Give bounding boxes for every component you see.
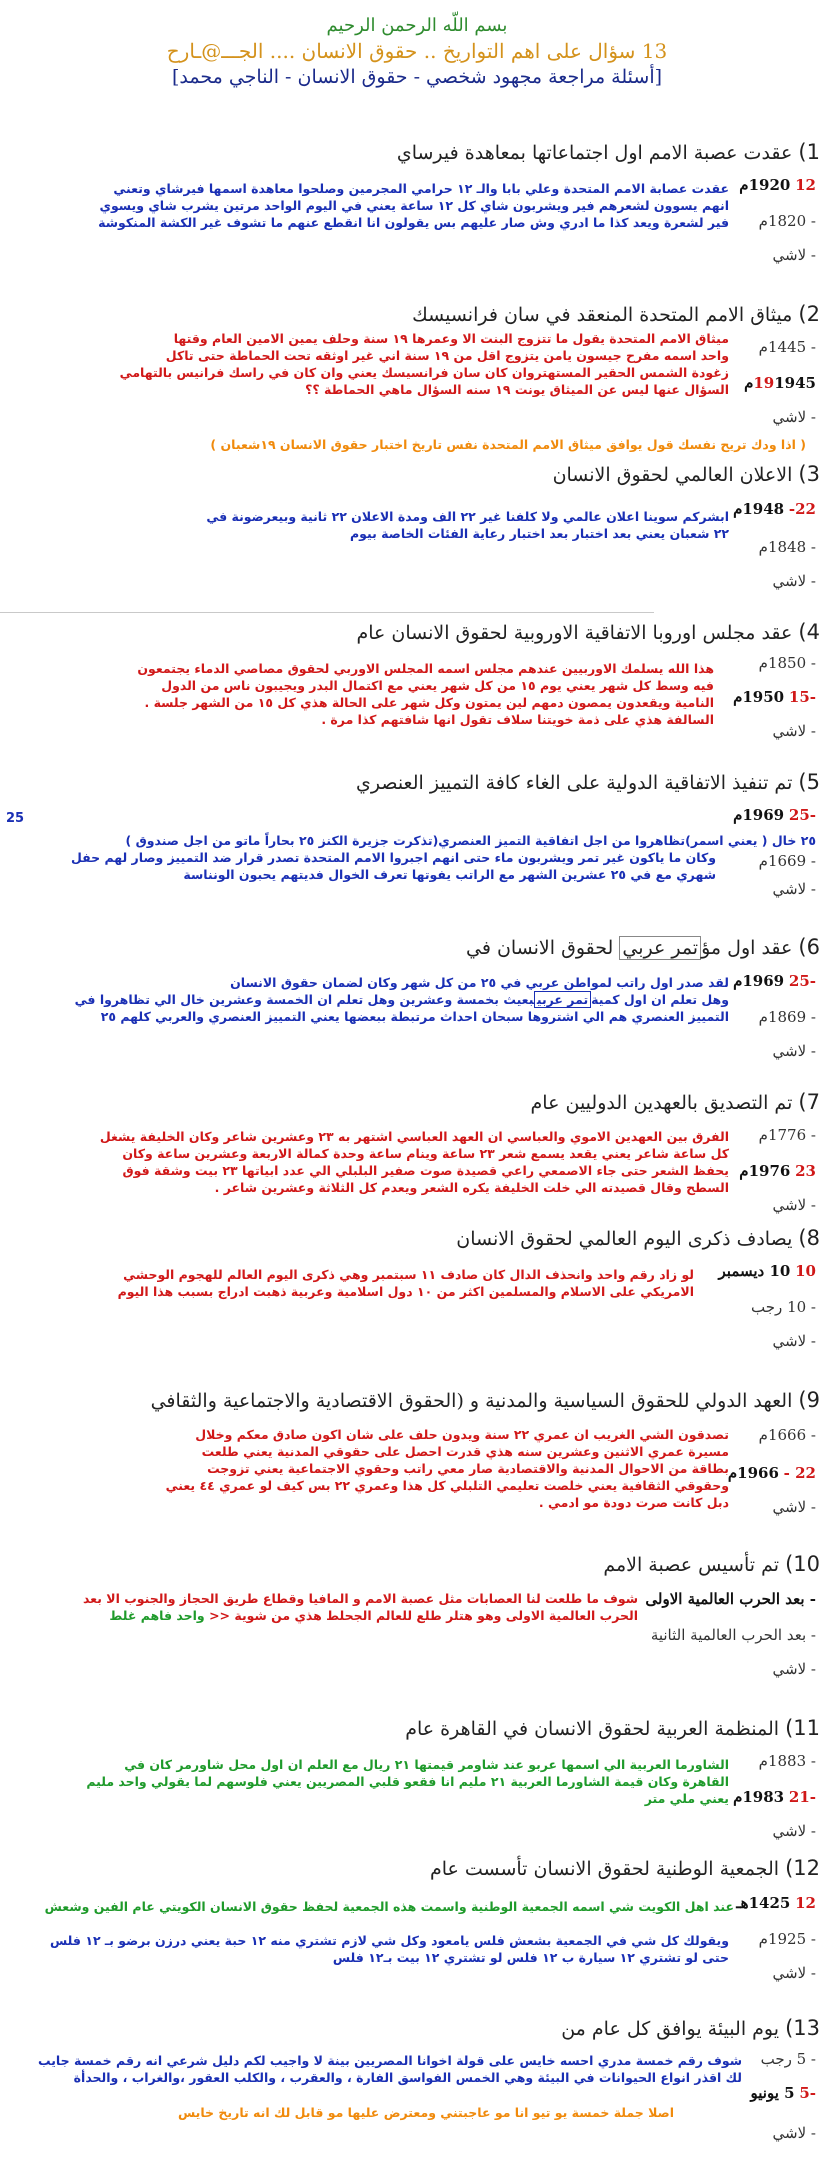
q11-option-2: -21 1983م bbox=[733, 1788, 816, 1806]
basmala: بسم اللّه الرحمن الرحيم bbox=[326, 15, 508, 36]
question-7: 7) تم التصديق بالعهدين الدوليين عام bbox=[530, 1090, 820, 1114]
q3-comment: ابشركم سوينا اعلان عالمي ولا كلفنا غير ٢٢ الف ومدة الاعلان ٢٢ ثانية وبيعرضونة في ٢٢ شعبان يعني بعد اختبار بعد اختبار رعاية الفئات الخاصة بيوم bbox=[206, 509, 729, 541]
q11-option-3: - لاشي bbox=[772, 1822, 816, 1840]
q12-comment-1: عند اهل الكويت شي اسمه الجمعية الوطنية واسمت هذه الجمعية لحفظ حقوق الانسان الكويتي عام الفين وشعش bbox=[44, 1899, 734, 1914]
document-subtitle: [أسئلة مراجعة مجهود شخصي - حقوق الانسان - الناجي محمد] bbox=[171, 66, 663, 89]
q6-comment: لقد صدر اول راتب لمواطن عربي في ٢٥ من كل شهر وكان لضمان حقوق الانسان وهل تعلم ان اول كميةتمر عربيبعيث بخمسة وعشرين وهل تعلم ان الخمسة وعشرين خال الي تظاهروا في التمييز العنصري هم الي اشتروها سبحان احداث مرتبطة ببعضها يعني التمييز العنصري والعربي كلهم ٢٥ bbox=[74, 975, 729, 1024]
q7-option-1: - 1776م bbox=[758, 1126, 816, 1144]
q10-comment: شوف ما طلعت لنا العصابات مثل عصبة الامم و المافيا وقطاع طريق الحجاز والجنوب الا بعد الحرب العالمية الاولى وهو هتلر طلع للعالم الجحلط هذي من شوية << واحد فاهم غلط bbox=[82, 1591, 638, 1623]
q2-note: ( اذا ودك تريح نفسك قول يوافق ميثاق الامم المتحدة نفس تاريخ اختبار حقوق الانسان ١٩شعبان ) bbox=[210, 437, 806, 452]
q2-option-2: 191945م bbox=[744, 374, 816, 392]
q13-option-3: - لاشي bbox=[772, 2124, 816, 2142]
question-12: 12) الجمعية الوطنية لحقوق الانسان تأسست عام bbox=[429, 1856, 820, 1880]
q10-option-2: - بعد الحرب العالمية الثانية bbox=[650, 1626, 816, 1644]
q12-option-1: 12 1425هـ bbox=[736, 1894, 816, 1912]
question-5: 5) تم تنفيذ الاتفاقية الدولية على الغاء كافة التمييز العنصري bbox=[355, 770, 820, 794]
q1-comment: عقدت عصابة الامم المتحدة وعلي بابا والـ ١٢ حرامي المجرمين وصلحوا معاهدة اسمها فيرشاي وتعني انهم يسوون لشعرهم فير ويشربون شاي كل ١٢ ساعة يعني في اليوم الواحد مرتين يشرب شاي ويسوي فير لشعرة ويعد كذا ما ادري وش صار عليهم بس يقولون انا انقطع عنهم ما تشوف غير الكشة المنكوشة bbox=[98, 181, 729, 230]
q1-option-1: 12 1920م bbox=[739, 176, 816, 194]
q10-option-3: - لاشي bbox=[772, 1660, 816, 1678]
q5-comment: ٢٥ خال ( يعني اسمر)تظاهروا من اجل اتفاقية التميز العنصري(تذكرت جزيرة الكنز ٢٥ بحاراً ماتو من اجل صندوق ) وكان ما ياكون غير تمر ويشربون ماء حتى انهم اجبروا الامم المتحدة تصدر قرار ضد التمييز وصار لهم حفل شهري مع في ٢٥ عشرين الشهر مع الراتب يفوتها تعرف الخوال فديتهم يحبون الونناسة bbox=[70, 833, 816, 882]
q13-comment: شوف رقم خمسة مدري احسه خايس على قولة اخوانا المصريين بينة لا واجيب لكم دليل شرعي انه رقم خمسة جايب لك اقذر انواع الحيوانات في البيئة وهي الخمس الفواسق الفارة ، والعقرب ، والكلب العقور ،والغراب ، والحدأة bbox=[38, 2053, 742, 2085]
q9-option-2: 22 - 1966م bbox=[727, 1464, 816, 1482]
q5-option-3: - لاشي bbox=[772, 880, 816, 898]
question-6: 6) عقد اول مؤتمر عربي لحقوق الانسان في bbox=[465, 935, 820, 959]
q1-option-2: - 1820م bbox=[758, 212, 816, 230]
q7-option-2: 23 1976م bbox=[739, 1162, 816, 1180]
question-8: 8) يصادف ذكرى اليوم العالمي لحقوق الانسان bbox=[456, 1226, 820, 1250]
q3-option-3: - لاشي bbox=[772, 572, 816, 590]
q2-option-1: - 1445م bbox=[758, 338, 816, 356]
q4-option-3: - لاشي bbox=[772, 722, 816, 740]
question-3: 3) الاعلان العالمي لحقوق الانسان bbox=[552, 462, 820, 486]
q4-option-2: -15 1950م bbox=[733, 688, 816, 706]
q11-option-1: - 1883م bbox=[758, 1752, 816, 1770]
q10-comment-end: واحد فاهم غلط bbox=[109, 1608, 205, 1623]
q5-option-2: - 1669م bbox=[758, 852, 816, 870]
q13-note: اصلا جملة خمسة يو تيو انا مو عاجبتني ومعترض عليها مو قابل لك انه تاريخ خايس bbox=[178, 2105, 674, 2120]
question-9: 9) العهد الدولي للحقوق السياسية والمدنية و (الحقوق الاقتصادية والاجتماعية والثقافي bbox=[150, 1388, 820, 1412]
q7-comment: الفرق بين العهدين الاموي والعباسي ان العهد العباسي اشتهر به ٢٣ وعشرين شاعر وكان الخليفة يشغل كل ساعة شاعر يعني يقعد يسمع شعر ٢٣ ساعة وينام ساعة وحدة كمالة الاربعة وعشرين ساعة وكان يحفظ الشعر حتى جاء الاصمعي راعي قصيدة صوت صفير البلبلي الي عدد ابياتها ٢٣ بيت وشقة فوق السطح وقال قصيدته الي خلت الخليفة يكره الشعر ويعدم كل الثلاثة وعشرين شاعر . bbox=[99, 1129, 729, 1195]
q8-comment: لو زاد رقم واحد وانحذف الدال كان صادف ١١ سبتمبر وهي ذكرى اليوم العالم للهجوم الوحشي الامريكي على الاسلام والمسلمين اكثر من ١٠ دول اسلامية وعربية ذهبت ادراج بسبب هذا اليوم bbox=[117, 1267, 694, 1299]
document-title: 13 سؤال على اهم التواريخ .. حقوق الانسان .... الجـــ@ـارح bbox=[166, 39, 668, 64]
question-10: 10) تم تأسيس عصبة الامم bbox=[603, 1552, 820, 1576]
q3-option-1: 22- 1948م bbox=[733, 500, 816, 518]
separator-line bbox=[0, 612, 654, 613]
q8-option-3: - لاشي bbox=[772, 1332, 816, 1350]
header bbox=[0, 14, 834, 91]
question-13: 13) يوم البيئة يوافق كل عام من bbox=[561, 2016, 820, 2040]
q6-option-3: - لاشي bbox=[772, 1042, 816, 1060]
q12-option-3: - لاشي bbox=[772, 1964, 816, 1982]
q2-option-3: - لاشي bbox=[772, 408, 816, 426]
q2-comment: ميثاق الامم المتحدة يقول ما تتزوج البنت الا وعمرها ١٩ سنة وحلف يمين الامين العام وقتها واحد اسمه مفرح جيسون يامن يتزوج اقل من ١٩ سنة اني غير اوثقه تحت الحماطة حتى تاكل زغودة الشمس الحقير المستهتروان كان سان فرانسيسك يعني وان كان في راسك فرانيس بالتهامي السؤال عنها ليس عن الميثاق يونت ١٩ سنه السؤال ماهي الحماطة ؟؟ bbox=[119, 331, 729, 397]
q9-option-1: - 1666م bbox=[758, 1426, 816, 1444]
q1-option-3: - لاشي bbox=[772, 246, 816, 264]
q13-option-1: - 5 رجب bbox=[760, 2050, 816, 2068]
q8-option-2: - 10 رجب bbox=[751, 1298, 816, 1316]
q12-option-2: - 1925م bbox=[758, 1930, 816, 1948]
q4-comment: هذا الله يسلمك الاوربيين عندهم مجلس اسمه المجلس الاوربي لحقوق مصاصي الدماء يجتمعون فيه وسط كل شهر يعني يوم ١٥ من كل شهر يعني مع اكتمال البدر ويجيبون ناس من الدول النامية ويقعدون يمصون دمهم لين يمتون وكل شهر على الحالة هذي كل ١٥ من الشهر جلسة . السالفة هذي على ذمة خويتنا سلاف تقول انها شافتهم كذا مرة . bbox=[137, 661, 714, 727]
q6-option-2: - 1869م bbox=[758, 1008, 816, 1026]
q9-comment: تصدقون الشي الغريب ان عمري ٢٢ سنة ويدون حلف على شان اكون صادق معكم وخلال مسيرة عمري الاثنين وعشرين سنه هذي قدرت احصل على حقوقي المدنية يعني طلعت بطاقة من الاحوال المدنية والاقتصادية صار معي راتب وحقوي الاجتماعية يعني تزوجت وحقوقي الثقافية يعني خلصت تعليمي التلبلي كل هذا وعمري ٢٢ بس كيف لو عمري ٤٤ يعني دبل كانت صرت دودة مو ادمي . bbox=[165, 1427, 729, 1510]
q5-option-1: -25 1969م bbox=[733, 806, 816, 824]
q13-option-2: -5 5 يونيو bbox=[750, 2084, 816, 2102]
question-11: 11) المنظمة العربية لحقوق الانسان في القاهرة عام bbox=[405, 1716, 820, 1740]
question-1: 1) عقدت عصبة الامم اول اجتماعاتها بمعاهدة فيرساي bbox=[396, 140, 820, 164]
q6-comment-highlight: تمر عربي bbox=[534, 991, 591, 1008]
q11-comment: الشاورما العربية الي اسمها عربو عند شاومر قيمتها ٢١ ريال مع العلم ان اول محل شاورمر كان في القاهرة وكان قيمة الشاورما العربية ٢١ مليم انا فقعو قلبي المصريين يعني فلوسهم لما يقولي واحد مليم يعني ملي متر bbox=[86, 1757, 729, 1806]
question-4: 4) عقد مجلس اوروبا الاتفاقية الاوروبية لحقوق الانسان عام bbox=[356, 620, 820, 644]
q6-highlight: تمر عربي bbox=[619, 936, 701, 960]
q10-option-1: - بعد الحرب العالمية الاولى bbox=[645, 1590, 816, 1608]
q9-option-3: - لاشي bbox=[772, 1498, 816, 1516]
q3-option-2: - 1848م bbox=[758, 538, 816, 556]
question-2: 2) ميثاق الامم المتحدة المنعقد في سان فرانسيسك bbox=[412, 302, 820, 326]
q6-option-1: -25 1969م bbox=[733, 972, 816, 990]
q8-option-1: 10 10 ديسمبر bbox=[718, 1262, 816, 1280]
q4-option-1: - 1850م bbox=[758, 654, 816, 672]
q5-answer-number: 25 bbox=[6, 811, 25, 826]
q7-option-3: - لاشي bbox=[772, 1196, 816, 1214]
q12-comment-2: ويقولك كل شي في الجمعية بشعش فلس يامعود وكل شي لازم تشتري منه ١٢ حبة يعني درزن برضو بـ ١٢ فلس حتى لو تشتري ١٢ سيارة ب ١٢ فلس لو تشتري ١٢ بيت بـ١٢ فلس bbox=[50, 1933, 729, 1965]
